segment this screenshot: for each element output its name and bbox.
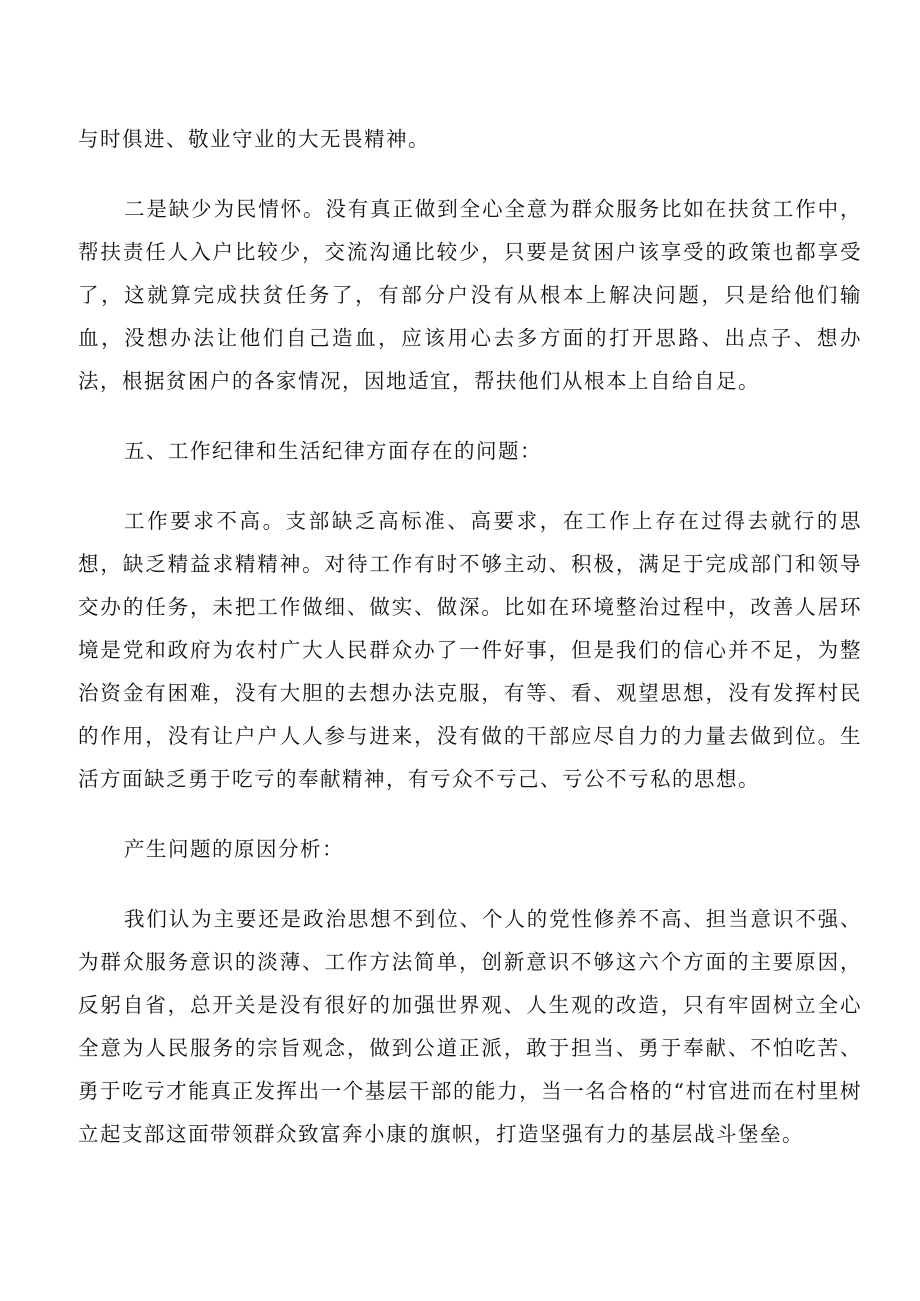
paragraph-lack-of-care: 二是缺少为民情怀。没有真正做到全心全意为群众服务比如在扶贫工作中，帮扶责任人入户比较少，交流沟通比较少，只要是贫困户该享受的政策也都享受了，这就算完成扶贫任务了，有部分户没有从根本上解决问题，只是给他们输血，没想办法让他们自己造血，应该用心去多方面的打开思路、出点子、想办法，根据贫困户的各家情况，因地适宜，帮扶他们从根本上自给自足。 xyxy=(78,197,862,393)
section-heading-discipline: 五、工作纪律和生活纪律方面存在的问题： xyxy=(124,439,542,463)
paragraph-work-requirements: 工作要求不高。支部缺乏高标准、高要求，在工作上存在过得去就行的思想，缺乏精益求精精神。对待工作有时不够主动、积极，满足于完成部门和领导交办的任务，未把工作做细、做实、做深。比如在环境整治过程中，改善人居环境是党和政府为农村广大人民群众办了一件好事，但是我们的信心并不足，为整治资金有困难，没有大胆的去想办法克服，有等、看、观望思想，没有发挥村民的作用，没有让户户人人参与进来，没有做的干部应尽自力的力量去做到位。生活方面缺乏勇于吃亏的奉献精神，有亏众不亏己、亏公不亏私的思想。 xyxy=(78,509,862,791)
paragraph-cause-analysis: 我们认为主要还是政治思想不到位、个人的党性修养不高、担当意识不强、为群众服务意识的淡薄、工作方法简单，创新意识不够这六个方面的主要原因，反躬自省，总开关是没有很好的加强世界观、人生观的改造，只有牢固树立全心全意为人民服务的宗旨观念，做到公道正派，敢于担当、勇于奉献、不怕吃苦、勇于吃亏才能真正发挥出一个基层干部的能力，当一名合格的“村官进而在村里树立起支部这面带领群众致富奔小康的旗帜，打造坚强有力的基层战斗堡垒。 xyxy=(78,907,862,1146)
paragraph-continuation: 与时俱进、敬业守业的大无畏精神。 xyxy=(78,127,430,151)
section-heading-cause-analysis: 产生问题的原因分析： xyxy=(124,837,344,861)
document-body xyxy=(78,118,862,1183)
